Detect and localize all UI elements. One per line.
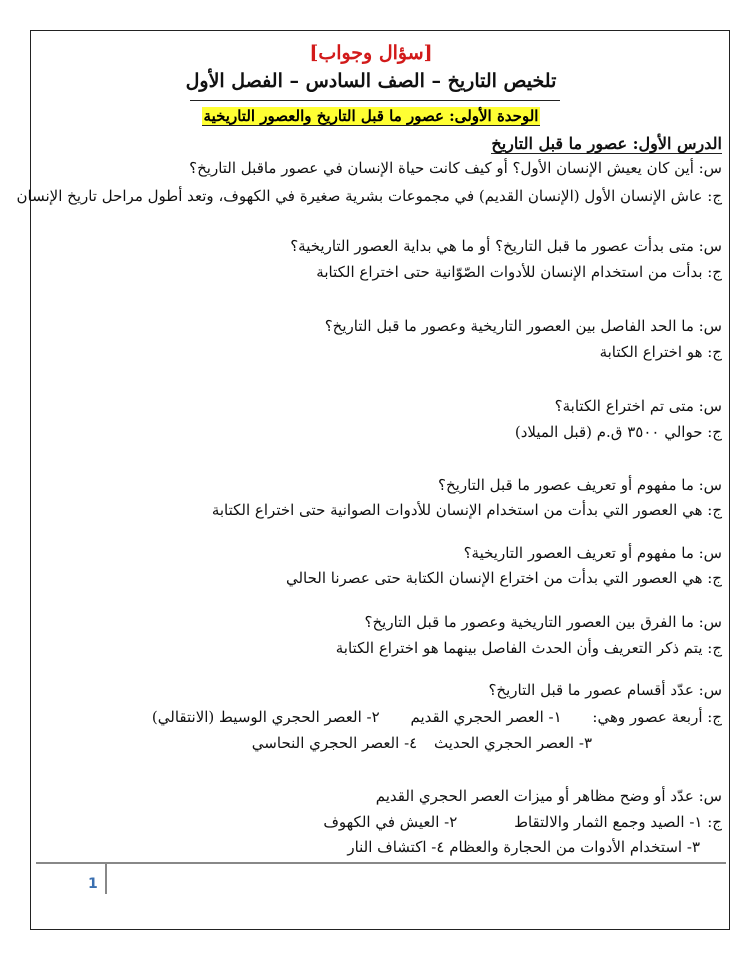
answer-8 [152,707,722,727]
answer-8-item: ١- العصر الحجري القديم [410,708,562,726]
answer-9-item: ٢- العيش في الكهوف [323,813,458,831]
question-5: س: ما مفهوم أو تعريف عصور ما قبل التاريخ؟ [438,476,722,494]
answer-8-item: ٤- العصر الحجري النحاسي [251,734,418,752]
answer-9-item: ٣- استخدام الأدوات من الحجارة والعظام [449,838,700,856]
answer-9-prefix: ج: [707,813,722,831]
question-3: س: ما الحد الفاصل بين العصور التاريخية وعصور ما قبل التاريخ؟ [324,317,722,335]
answer-8-item: ٢- العصر الحجري الوسيط (الانتقالي) [151,708,380,726]
question-9: س: عدّد أو وضح مظاهر أو ميزات العصر الحجري القديم [375,787,722,805]
unit-heading [0,106,742,125]
answer-9 [323,812,722,832]
footer-rule [36,862,726,864]
answer-9-item: ١- الصيد وجمع الثمار والالتقاط [514,813,703,831]
question-2: س: متى بدأت عصور ما قبل التاريخ؟ أو ما هي بداية العصور التاريخية؟ [290,237,722,255]
question-7: س: ما الفرق بين العصور التاريخية وعصور ما قبل التاريخ؟ [364,613,722,631]
answer-5: ج: هي العصور التي بدأت من استخدام الإنسان للأدوات الصوانية حتى اختراع الكتابة [211,501,722,519]
question-4: س: متى تم اختراع الكتابة؟ [554,397,722,415]
doc-title: تلخيص التاريخ – الصف السادس – الفصل الأول [185,70,557,92]
answer-8-item: ٣- العصر الحجري الحديث [433,734,592,752]
answer-9-line-2 [347,837,700,857]
answer-1: ج: عاش الإنسان الأول (الإنسان القديم) في مجموعات بشرية صغيرة في الكهوف، وتعد أطول مراحل تاريخ الإنسان [16,187,722,205]
answer-8-prefix: ج: أربعة عصور وهي: [592,708,722,726]
question-6: س: ما مفهوم أو تعريف العصور التاريخية؟ [463,544,722,562]
question-1: س: أين كان يعيش الإنسان الأول؟ أو كيف كانت حياة الإنسان في عصور ماقبل التاريخ؟ [189,159,722,177]
unit-heading-text: الوحدة الأولى: عصور ما قبل التاريخ والعصور التاريخية [203,107,539,125]
title-divider [190,100,560,101]
answer-4: ج: حوالي ٣٥٠٠ ق.م (قبل الميلاد) [514,423,722,441]
page-number: 1 [88,876,98,892]
footer-divider [105,864,107,894]
answer-3: ج: هو اختراع الكتابة [599,343,722,361]
answer-8-line-2 [252,733,592,753]
answer-7: ج: يتم ذكر التعريف وأن الحدث الفاصل بينهما هو اختراع الكتابة [335,639,722,657]
answer-2: ج: بدأت من استخدام الإنسان للأدوات الصّوّانية حتى اختراع الكتابة [316,263,722,281]
answer-9-item: ٤- اكتشاف النار [347,838,445,856]
answer-6: ج: هي العصور التي بدأت من اختراع الإنسان الكتابة حتى عصرنا الحالي [285,569,722,587]
doc-tag: [سؤال وجواب] [309,42,433,64]
question-8: س: عدّد أقسام عصور ما قبل التاريخ؟ [488,681,722,699]
lesson-heading: الدرس الأول: عصور ما قبل التاريخ [491,134,722,153]
